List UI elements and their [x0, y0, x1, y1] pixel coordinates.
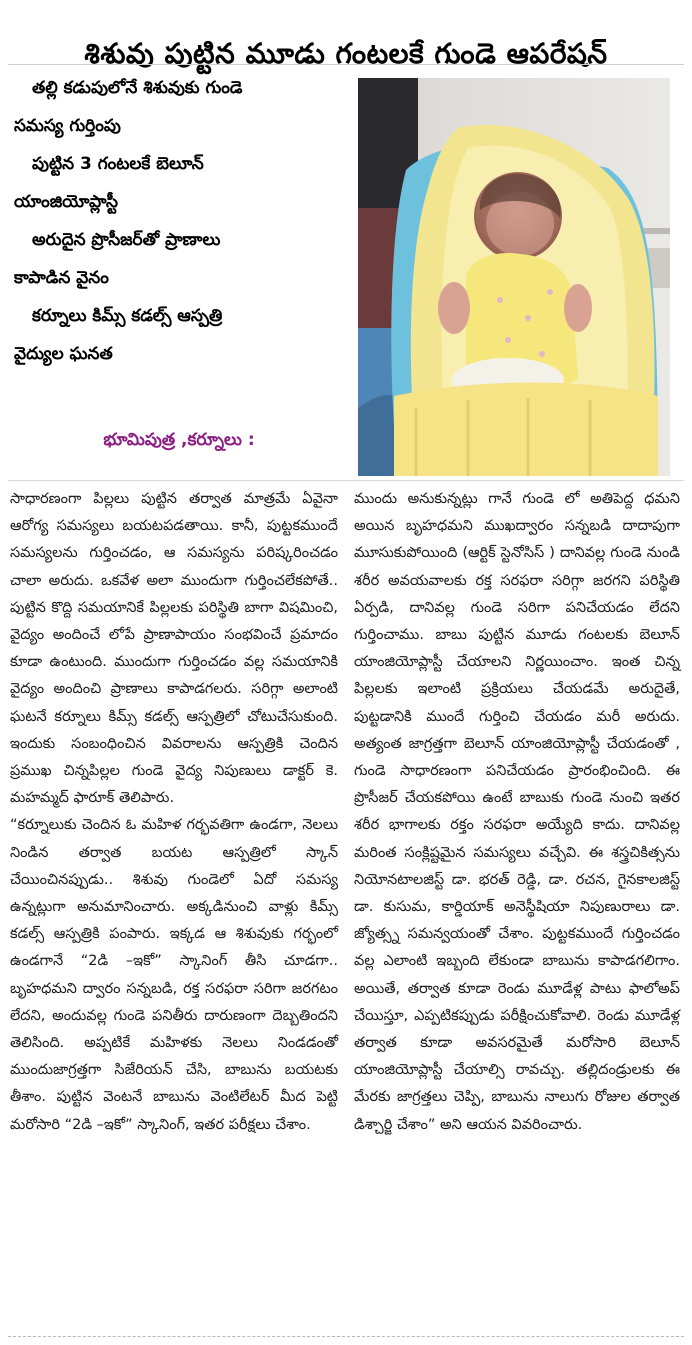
dateline: భూమిపుత్ర ,కర్నూలు :	[103, 430, 255, 450]
section-divider	[8, 480, 684, 481]
highlight-line: యాంజియోప్లాస్టీ	[14, 192, 118, 212]
article-paragraph: సాధారణంగా పిల్లలు పుట్టిన తర్వాత మాత్రమే ఏవైనా ఆరోగ్య సమస్యలు బయటపడతాయి. కానీ, పుట్టకముందే సమస్యలను గుర్తించడం, ఆ సమస్యను పరిష్కరించడం చాలా అరుదు. ఒకవేళ అలా ముందుగా గుర్తించలేకపోతే.. పుట్టిన కొద్ది సమయానికే పిల్లలకు పరిస్థితి బాగా విషమించి, వైద్యం అందించే లోపే ప్రాణాపాయం సంభవించే ప్రమాదం కూడా ఉంటుంది. ముందుగా గుర్తించడం వల్ల సమయానికి వైద్యం అందించి ప్రాణాలు కాపాడగలరు. సరిగ్గా అలాంటి ఘటనే కర్నూలు కిమ్స్ కడల్స్ ఆస్పత్రిలో చోటుచేసుకుంది. ఇందుకు సంబంధించిన వివరాలను ఆస్పత్రికి చెందిన ప్రముఖ చిన్నపిల్లల గుండె వైద్య నిపుణులు డాక్టర్ కె. మహమ్మద్ ఫారూక్ తెలిపారు.	[10, 491, 338, 807]
article-column-right	[354, 486, 680, 1139]
article-column-left	[10, 486, 338, 1139]
article-paragraph: “కర్నూలుకు చెందిన ఓ మహిళ గర్భవతిగా ఉండగా, నెలలు నిండిన తర్వాత బయట ఆస్పత్రిలో స్కాన్ చేయించినప్పుడు.. శిశువు గుండెలో ఏదో సమస్య ఉన్నట్లుగా అనుమానించారు. అక్కడినుంచి వాళ్లు కిమ్స్ కడల్స్ ఆస్పత్రికి పంపారు. ఇక్కడ ఆ శిశువుకు గర్భంలో ఉండగానే “2డి –ఇకో” స్కానింగ్ తీసి చూడగా.. బృహధమని ద్వారం సన్నబడి, రక్త సరఫరా సరిగా జరగటం లేదని, అందువల్ల గుండె పనితీరు దారుణంగా దెబ్బతిందని తెలిసింది. అప్పటికే మహిళకు నెలలు నిండడంతో ముందుజాగ్రత్తగా సిజేరియన్ చేసి, బాబును బయటకు తీశాం. పుట్టిన వెంటనే బాబును వెంటిలేటర్ మీద పెట్టి మరోసారి “2డి –ఇకో” స్కానింగ్, ఇతర పరీక్షలు చేశాం.	[10, 817, 338, 1133]
highlight-line: సమస్య గుర్తింపు	[14, 116, 121, 136]
highlight-line: అరుదైన ప్రొసీజర్‌తో ప్రాణాలు	[32, 230, 221, 250]
page-bottom-rule	[8, 1336, 684, 1337]
highlight-line: వైద్యుల ఘనత	[14, 344, 113, 364]
highlights-list	[14, 78, 344, 382]
highlight-line: పుట్టిన 3 గంటలకే బెలూన్	[32, 154, 204, 174]
highlight-line: కర్నూలు కిమ్స్ కడల్స్ ఆస్పత్రి	[32, 306, 223, 326]
headline: శిశువు పుట్టిన మూడు గంటలకే గుండె ఆపరేషన్	[84, 36, 608, 70]
highlight-line: కాపాడిన వైనం	[14, 268, 109, 288]
highlight-line: తల్లి కడుపులోనే శిశువుకు గుండె	[32, 78, 243, 98]
baby-in-bouncer-image	[358, 78, 670, 476]
headline-divider	[8, 64, 684, 65]
article-paragraph: ముందు అనుకున్నట్లు గానే గుండె లో అతిపెద్ద ధమని అయిన బృహధమని ముఖద్వారం సన్నబడి దాదాపుగా మూసుకుపోయింది (ఆర్టిక్ స్టెనోసిస్ ) దానివల్ల గుండె నుండి శరీర అవయవాలకు రక్త సరఫరా సరిగ్గా జరగని పరిస్థితి ఏర్పడి, దానివల్ల గుండె సరిగా పనిచేయడం లేదని గుర్తించాము. బాబు పుట్టిన మూడు గంటలకు బెలూన్ యాంజియోప్లాస్టీ చేయాలని నిర్ణయించాం. ఇంత చిన్న పిల్లలకు ఇలాంటి ప్రక్రియలు చేయడమే అరుదైతే, పుట్టడానికి ముందే గుర్తించి చేయడం మరీ అరుదు. అత్యంత జాగ్రత్తగా బెలూన్ యాంజియోప్లాస్టీ చేయడంతో , గుండె సాధారణంగా పనిచేయడం ప్రారంభించింది. ఈ ప్రొసీజర్ చేయకపోయి ఉంటే బాబుకు గుండె నుంచి ఇతర శరీర భాగాలకు రక్తం సరఫరా అయ్యేది కాదు. దానివల్ల మరింత సంక్లిష్టమైన సమస్యలు వచ్చేవి. ఈ శస్త్రచికిత్సను నియోనటాలజిస్ట్ డా. భరత్ రెడ్డి, డా. రచన, గైనకాలజిస్ట్ డా. కుసుమ, కార్డియాక్ అనెస్థీషియా నిపుణురాలు డా. జ్యోత్స్న సమన్వయంతో చేశాం. పుట్టకముందే గుర్తించడం వల్ల ఎలాంటి ఇబ్బంది లేకుండా బాబును కాపాడగలిగాం. అయితే, తర్వాత కూడా రెండు మూడేళ్ల పాటు ఫాలోఅప్ చేయిస్తూ, ఎప్పటికప్పుడు పరీక్షించుకోవాలి. రెండు మూడేళ్ల తర్వాత కూడా అవసరమైతే మరోసారి బెలూన్ యాంజియోప్లాస్టీ చేయాల్సి రావచ్చు. తల్లిదండ్రులకు ఈ మేరకు జాగ్రత్తలు చెప్పి, బాబును నాలుగు రోజుల తర్వాత డిశ్చార్జి చేశాం” అని ఆయన వివరించారు.	[354, 491, 680, 1133]
news-photo	[358, 78, 670, 476]
